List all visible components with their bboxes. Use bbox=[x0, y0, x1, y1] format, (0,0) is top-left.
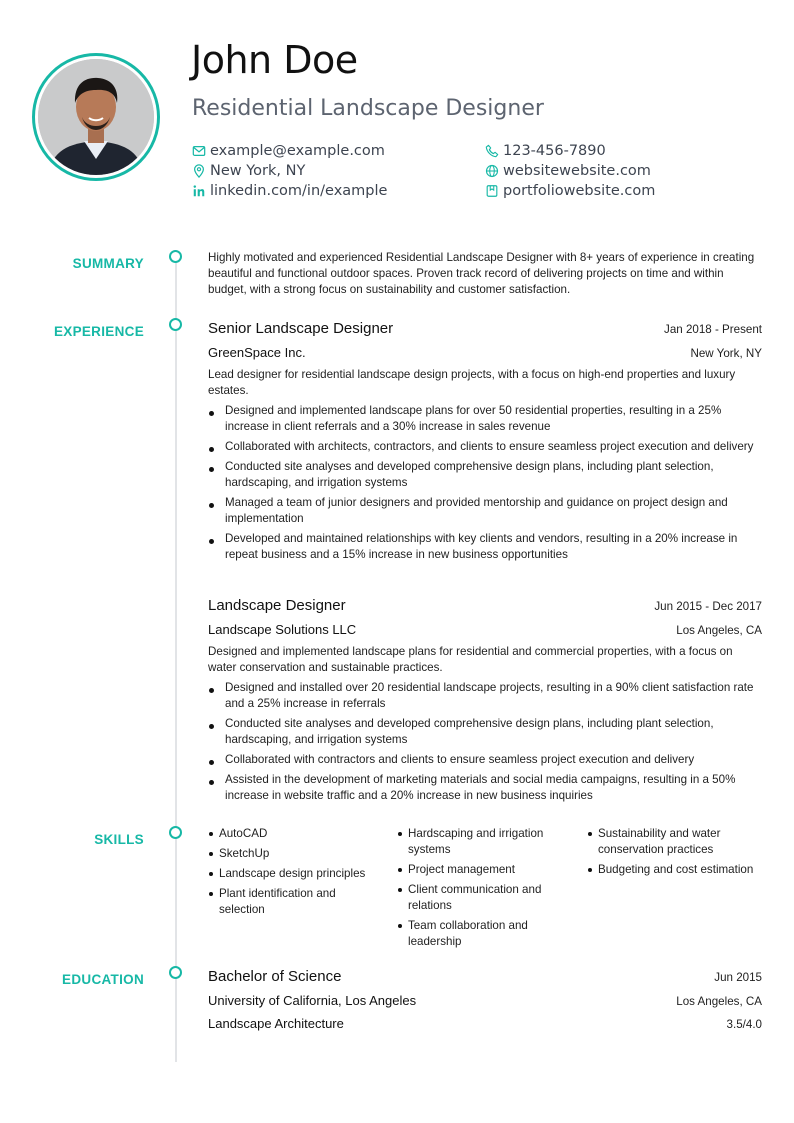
location-text: New York, NY bbox=[210, 163, 306, 179]
education-school: University of California, Los Angeles bbox=[208, 993, 417, 1008]
education-school-row bbox=[208, 993, 762, 1008]
job-description: Designed and implemented landscape plans for residential and commercial properties, with a focus on water conservation and sustainable practices. bbox=[208, 645, 733, 674]
website-text: websitewebsite.com bbox=[503, 163, 651, 179]
map-pin-icon bbox=[192, 164, 206, 178]
job-header-1 bbox=[208, 320, 762, 337]
portfolio-text: portfoliowebsite.com bbox=[503, 183, 656, 199]
education-gpa: 3.5/4.0 bbox=[726, 1018, 762, 1031]
candidate-title: Residential Landscape Designer bbox=[192, 96, 544, 121]
job-location: New York, NY bbox=[690, 347, 762, 360]
phone-icon bbox=[485, 144, 499, 158]
contact-email[interactable] bbox=[192, 143, 385, 159]
education-field-row bbox=[208, 1016, 762, 1031]
job-header-2 bbox=[208, 597, 762, 614]
job-title: Landscape Designer bbox=[208, 597, 346, 614]
contact-location bbox=[192, 163, 305, 179]
contact-linkedin[interactable] bbox=[192, 183, 387, 199]
section-label-experience: EXPERIENCE bbox=[53, 324, 144, 339]
skill-item: Hardscaping and irrigation systems bbox=[397, 826, 567, 858]
profile-photo-frame bbox=[32, 53, 160, 181]
list-item: Developed and maintained relationships with key clients and vendors, resulting in a 20% increase in repeat business and a 15% increase in new business opportunities bbox=[208, 531, 764, 563]
section-label-education: EDUCATION bbox=[62, 972, 144, 987]
education-field: Landscape Architecture bbox=[208, 1016, 344, 1031]
skill-item: Plant identification and selection bbox=[208, 886, 383, 918]
portfolio-icon bbox=[485, 184, 499, 198]
job-bullets-2 bbox=[208, 680, 764, 808]
phone-text: 123-456-7890 bbox=[503, 143, 606, 159]
job-company: Landscape Solutions LLC bbox=[208, 622, 357, 637]
avatar-illustration bbox=[38, 59, 154, 175]
contact-website[interactable] bbox=[485, 163, 651, 179]
job-company-row-2 bbox=[208, 622, 762, 637]
education-location: Los Angeles, CA bbox=[676, 995, 762, 1008]
list-item: Managed a team of junior designers and provided mentorship and guidance on project design and implementation bbox=[208, 495, 764, 527]
education-degree: Bachelor of Science bbox=[208, 968, 342, 985]
list-item: Collaborated with contractors and clients to ensure seamless project execution and delivery bbox=[208, 752, 764, 768]
mail-icon bbox=[192, 144, 206, 158]
contact-portfolio[interactable] bbox=[485, 183, 655, 199]
skills-column-2 bbox=[397, 826, 567, 954]
job-company: GreenSpace Inc. bbox=[208, 345, 306, 360]
list-item: Conducted site analyses and developed comprehensive design plans, including plant selection, hardscaping, and irrigation systems bbox=[208, 459, 764, 491]
job-description: Lead designer for residential landscape design projects, with a focus on high-end properties and luxury estates. bbox=[208, 368, 736, 397]
timeline-line bbox=[175, 262, 177, 1062]
list-item: Collaborated with architects, contractors, and clients to ensure seamless project execution and delivery bbox=[208, 439, 764, 455]
list-item: Assisted in the development of marketing materials and social media campaigns, resulting in a 50% increase in website traffic and a 20% increase in new business inquiries bbox=[208, 772, 764, 804]
list-item: Designed and implemented landscape plans for over 50 residential properties, resulting in a 25% increase in client referrals and a 30% increase in sales revenue bbox=[208, 403, 764, 435]
skill-item: Team collaboration and leadership bbox=[397, 918, 567, 950]
skill-item: Landscape design principles bbox=[208, 866, 383, 882]
list-item: Conducted site analyses and developed comprehensive design plans, including plant selection, hardscaping, and irrigation systems bbox=[208, 716, 764, 748]
job-location: Los Angeles, CA bbox=[676, 624, 762, 637]
job-dates: Jun 2015 - Dec 2017 bbox=[654, 600, 762, 613]
section-label-skills: SKILLS bbox=[94, 832, 144, 847]
skill-item: SketchUp bbox=[208, 846, 383, 862]
skill-item: AutoCAD bbox=[208, 826, 383, 842]
linkedin-icon bbox=[192, 184, 206, 198]
contact-phone[interactable] bbox=[485, 143, 606, 159]
profile-photo bbox=[38, 59, 154, 175]
section-label-summary: SUMMARY bbox=[72, 256, 144, 271]
summary-text: Highly motivated and experienced Residential Landscape Designer with 8+ years of experience in creating beautiful and functional outdoor spaces. Proven track record of delivering projects on time and within budget, with a strong focus on sustainability and customer satisfaction. bbox=[208, 251, 755, 296]
email-text: example@example.com bbox=[210, 143, 385, 159]
timeline-dot-education bbox=[169, 966, 182, 979]
education-date: Jun 2015 bbox=[714, 971, 762, 984]
list-item: Designed and installed over 20 residential landscape projects, resulting in a 90% client satisfaction rate and a 25% increase in referrals bbox=[208, 680, 764, 712]
timeline-dot-skills bbox=[169, 826, 182, 839]
job-title: Senior Landscape Designer bbox=[208, 320, 394, 337]
timeline-dot-summary bbox=[169, 250, 182, 263]
linkedin-text: linkedin.com/in/example bbox=[210, 183, 388, 199]
skills-column-1 bbox=[208, 826, 383, 922]
job-company-row-1 bbox=[208, 345, 762, 360]
skills-column-3 bbox=[587, 826, 757, 882]
candidate-name: John Doe bbox=[191, 38, 358, 82]
skill-item: Client communication and relations bbox=[397, 882, 567, 914]
timeline-dot-experience bbox=[169, 318, 182, 331]
skill-item: Project management bbox=[397, 862, 567, 878]
skill-item: Budgeting and cost estimation bbox=[587, 862, 757, 878]
skill-item: Sustainability and water conservation practices bbox=[587, 826, 757, 858]
job-dates: Jan 2018 - Present bbox=[664, 323, 762, 336]
job-bullets-1 bbox=[208, 403, 764, 567]
education-degree-row bbox=[208, 968, 762, 985]
globe-icon bbox=[485, 164, 499, 178]
